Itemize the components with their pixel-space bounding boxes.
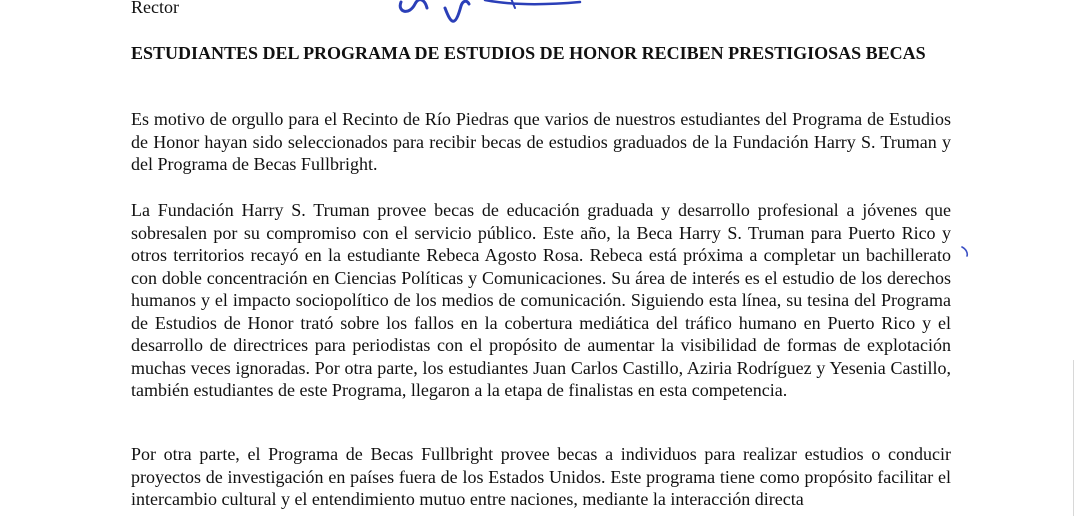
paragraph-truman: La Fundación Harry S. Truman provee becas de educación graduada y desarrollo profesional a jóvenes que sobresalen por su compromiso con el servicio público. Este año, la Beca Harry S. Truman para Puerto Rico y otros territorios recayó en la estudiante Rebeca Agosto Rosa. Rebeca está próxima a completar un bachillerato con doble concentración en Ciencias Políticas y Comunicaciones. Su área de interés es el estudio de los derechos humanos y el impacto sociopolítico de los medios de comunicación. Siguiendo esta línea, su tesina del Programa de Estudios de Honor trató sobre los fallos en la cobertura mediática del tráfico humano en Puerto Rico y el desarrollo de directrices para periodistas con el propósito de aumentar la visibilidad de formas de explotación muchas veces ignoradas. Por otra parte, los estudiantes Juan Carlos Castillo, Aziria Rodríguez y Yesenia Castillo, también estudiantes de este Programa, llegaron a la etapa de finalistas en esta competencia. (131, 200, 951, 400)
signer-title: Rector (131, 0, 179, 17)
article-headline: ESTUDIANTES DEL PROGRAMA DE ESTUDIOS DE HONOR RECIBEN PRESTIGIOSAS BECAS (131, 43, 926, 63)
margin-mark (960, 245, 970, 257)
paragraph-intro: Es motivo de orgullo para el Recinto de Río Piedras que varios de nuestros estudiantes del Programa de Estudios de Honor hayan sido seleccionados para recibir becas de estudios graduados de la Fundación Harry S. Truman y del Programa de Becas Fullbright. (131, 109, 951, 174)
paragraph-fullbright: Por otra parte, el Programa de Becas Fullbright provee becas a individuos para realizar estudios o conducir proyectos de investigación en países fuera de los Estados Unidos. Este programa tiene como propósito facilitar el intercambio cultural y el entendimiento mutuo entre naciones, mediante la interacción directa (131, 444, 951, 509)
scan-edge-line (1073, 360, 1074, 516)
signature-image (395, 0, 595, 34)
